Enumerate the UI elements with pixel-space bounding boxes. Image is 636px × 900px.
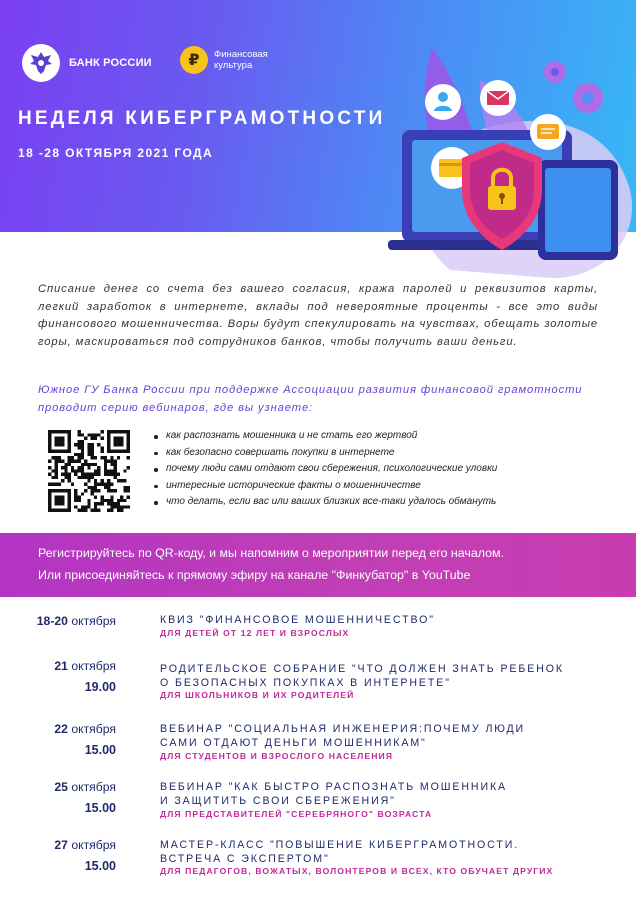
event-date-month: октября — [67, 614, 116, 628]
event-date-month: октября — [67, 780, 116, 794]
event-title-line1: ВЕБИНАР "СОЦИАЛЬНАЯ ИНЖЕНЕРИЯ:ПОЧЕМУ ЛЮДИ — [160, 723, 526, 735]
event-date — [54, 780, 116, 794]
list-item: что делать, если вас или ваших близких все-таки удалось обмануть — [152, 494, 497, 511]
fin-logo-line2: культура — [214, 60, 253, 71]
financial-culture-text — [214, 49, 268, 71]
event-date-number: 25 — [54, 780, 68, 794]
event-date — [54, 838, 116, 852]
event-audience: ДЛЯ ДЕТЕЙ ОТ 12 ЛЕТ И ВЗРОСЛЫХ — [160, 628, 350, 638]
page-title: НЕДЕЛЯ КИБЕРГРАМОТНОСТИ — [18, 108, 386, 129]
event-title: КВИЗ "ФИНАНСОВОЕ МОШЕННИЧЕСТВО" — [160, 614, 435, 626]
event-time: 19.00 — [84, 680, 116, 694]
event-audience: ДЛЯ ПЕДАГОГОВ, ВОЖАТЫХ, ВОЛОНТЕРОВ И ВСЕХ, КТО ОБУЧАЕТ ДРУГИХ — [160, 866, 554, 876]
registration-banner — [0, 533, 636, 597]
event-time: 15.00 — [84, 801, 116, 815]
event-title-line2: О БЕЗОПАСНЫХ ПОКУПКАХ В ИНТЕРНЕТЕ" — [160, 677, 451, 689]
bank-of-russia-logo — [22, 44, 152, 82]
event-date-number: 22 — [54, 722, 68, 736]
event-date-number: 27 — [54, 838, 68, 852]
qr-code[interactable] — [48, 430, 130, 512]
intro-paragraph: Списание денег со счета без вашего согласия, кража паролей и реквизитов карты, легкий заработок в интернете, вклады под невероятные проценты - все это виды финансового мошенничества. Воры будут спекулировать на чувствах, обещать золотые горы, маскироваться под сотрудников банков, чтобы получить ваши деньги. — [38, 283, 598, 348]
bank-logo-text: БАНК РОССИИ — [69, 57, 152, 69]
list-item: как безопасно совершать покупки в интернете — [152, 445, 497, 462]
chat-icon — [530, 114, 566, 150]
event-title-line1: РОДИТЕЛЬСКОЕ СОБРАНИЕ "ЧТО ДОЛЖЕН ЗНАТЬ РЕБЕНОК — [160, 663, 564, 675]
event-title-line2: ВСТРЕЧА С ЭКСПЕРТОМ" — [160, 853, 330, 865]
event-date-number: 21 — [54, 659, 68, 673]
cybersecurity-illustration — [380, 40, 636, 290]
event-date-month: октября — [67, 838, 116, 852]
mail-icon — [480, 80, 516, 116]
event-date — [54, 659, 116, 673]
event-audience: ДЛЯ ШКОЛЬНИКОВ И ИХ РОДИТЕЛЕЙ — [160, 690, 355, 700]
list-item: интересные исторические факты о мошенничестве — [152, 478, 497, 495]
eagle-emblem-icon — [22, 44, 60, 82]
event-time: 15.00 — [84, 743, 116, 757]
event-title-line1: МАСТЕР-КЛАСС "ПОВЫШЕНИЕ КИБЕРГРАМОТНОСТИ. — [160, 839, 520, 851]
list-item: почему люди сами отдают свои сбережения, психологические уловки — [152, 461, 497, 478]
ruble-coin-icon: ₽ — [180, 46, 208, 74]
fin-logo-line1: Финансовая — [214, 49, 268, 60]
user-icon — [425, 84, 461, 120]
event-title-line1: ВЕБИНАР "КАК БЫСТРО РАСПОЗНАТЬ МОШЕННИКА — [160, 781, 507, 793]
list-item: как распознать мошенника и не стать его жертвой — [152, 428, 497, 445]
event-date — [54, 722, 116, 736]
topics-list — [152, 428, 497, 511]
banner-line1: Регистрируйтесь по QR-коду, и мы напомним о мероприятии перед его началом. — [38, 546, 504, 560]
event-audience: ДЛЯ ПРЕДСТАВИТЕЛЕЙ "СЕРЕБРЯНОГО" ВОЗРАСТА — [160, 809, 433, 819]
gear-icon — [544, 61, 603, 113]
event-title-line2: САМИ ОТДАЮТ ДЕНЬГИ МОШЕННИКАМ" — [160, 737, 427, 749]
event-audience: ДЛЯ СТУДЕНТОВ И ВЗРОСЛОГО НАСЕЛЕНИЯ — [160, 751, 394, 761]
event-date-month: октября — [67, 722, 116, 736]
support-paragraph: Южное ГУ Банка России при поддержке Ассоциации развития финансовой грамотности проводит серию вебинаров, где вы узнаете: — [38, 384, 583, 414]
event-title-line2: И ЗАЩИТИТЬ СВОИ СБЕРЕЖЕНИЯ" — [160, 795, 396, 807]
event-time: 15.00 — [84, 859, 116, 873]
financial-culture-logo — [180, 46, 268, 74]
event-date-month: октября — [67, 659, 116, 673]
event-date — [37, 614, 116, 628]
banner-line2: Или присоединяйтесь к прямому эфиру на канале "Финкубатор" в YouTube — [38, 568, 471, 582]
event-dates: 18 -28 ОКТЯБРЯ 2021 ГОДА — [18, 146, 214, 160]
event-date-number: 18-20 — [36, 614, 68, 628]
